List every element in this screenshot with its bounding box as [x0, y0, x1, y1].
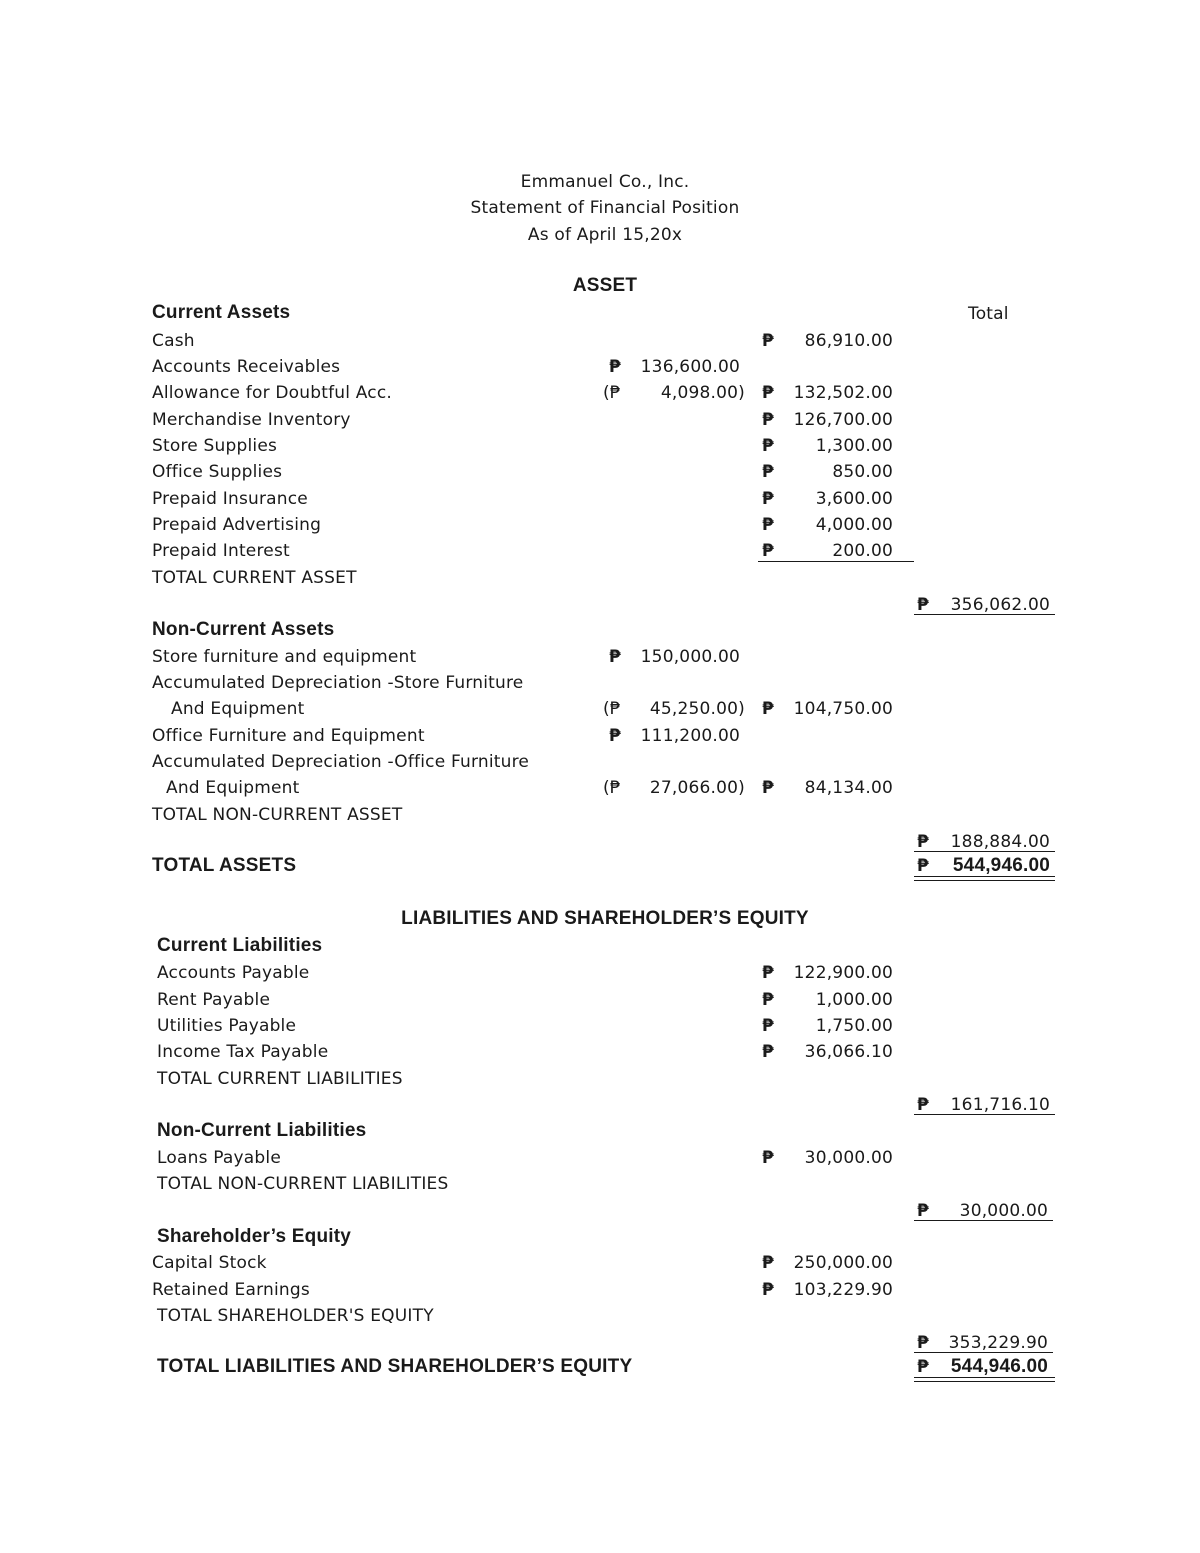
office-supplies-label: Office Supplies: [152, 462, 283, 482]
office-furniture-gross: 111,200.00: [640, 726, 740, 746]
total-equity-amount: 353,229.90: [948, 1333, 1048, 1353]
tax-label: Income Tax Payable: [157, 1042, 329, 1062]
rent-label: Rent Payable: [157, 990, 271, 1010]
underline: [914, 1220, 1053, 1221]
store-supplies-amount: 1,300.00: [815, 436, 893, 456]
current-assets-heading: Current Assets: [152, 302, 291, 323]
peso-sign: ₱: [762, 410, 775, 430]
prepaid-insurance-amount: 3,600.00: [815, 489, 893, 509]
utilities-label: Utilities Payable: [157, 1016, 297, 1036]
ar-gross: 136,600.00: [640, 357, 740, 377]
total-current-liabilities-label: TOTAL CURRENT LIABILITIES: [157, 1069, 403, 1089]
office-furniture-label: Office Furniture and Equipment: [152, 726, 425, 746]
underline: [914, 1114, 1055, 1115]
peso-sign: ₱: [762, 990, 775, 1010]
prepaid-interest-amount: 200.00: [832, 541, 893, 561]
retained-amount: 103,229.90: [793, 1280, 893, 1300]
peso-sign: ₱: [762, 1253, 775, 1273]
peso-sign: ₱: [917, 832, 930, 852]
total-current-asset-amount: 356,062.00: [950, 595, 1050, 615]
underline: [914, 614, 1055, 615]
cash-label: Cash: [152, 331, 195, 351]
total-noncurrent-asset-amount: 188,884.00: [950, 832, 1050, 852]
rent-amount: 1,000.00: [815, 990, 893, 1010]
equity-heading: Shareholder’s Equity: [157, 1226, 352, 1247]
acc-dep-store-open: (₱: [603, 699, 621, 719]
peso-sign: ₱: [609, 357, 622, 377]
allowance-label: Allowance for Doubtful Acc.: [152, 383, 392, 403]
peso-sign: ₱: [762, 436, 775, 456]
acc-dep-office-label-cont: And Equipment: [166, 778, 300, 798]
total-column-label: Total: [968, 304, 1009, 324]
inventory-amount: 126,700.00: [793, 410, 893, 430]
acc-dep-office-deduction: 27,066.00): [649, 778, 745, 798]
peso-sign: ₱: [917, 1201, 930, 1221]
loans-label: Loans Payable: [157, 1148, 281, 1168]
peso-sign: ₱: [917, 856, 930, 876]
prepaid-advertising-label: Prepaid Advertising: [152, 515, 322, 535]
peso-sign: ₱: [762, 383, 775, 403]
statement-date: As of April 15,20x: [527, 225, 683, 245]
peso-sign: ₱: [917, 595, 930, 615]
noncurrent-liabilities-heading: Non-Current Liabilities: [157, 1120, 367, 1141]
peso-sign: ₱: [917, 1333, 930, 1353]
peso-sign: ₱: [609, 726, 622, 746]
peso-sign: ₱: [762, 699, 775, 719]
total-liabilities-equity-label: TOTAL LIABILITIES AND SHAREHOLDER’S EQUITY: [157, 1356, 633, 1377]
total-assets-amount: 544,946.00: [952, 855, 1050, 876]
underline: [914, 851, 1055, 852]
peso-sign: ₱: [917, 1095, 930, 1115]
cash-amount: 86,910.00: [804, 331, 893, 351]
assets-title: ASSET: [572, 275, 638, 296]
current-liabilities-heading: Current Liabilities: [157, 935, 323, 956]
acc-dep-office-label: Accumulated Depreciation -Office Furniture: [152, 752, 530, 772]
prepaid-advertising-amount: 4,000.00: [815, 515, 893, 535]
acc-dep-store-amount: 104,750.00: [793, 699, 893, 719]
double-underline: [914, 876, 1055, 881]
store-furniture-gross: 150,000.00: [640, 647, 740, 667]
capital-label: Capital Stock: [152, 1253, 267, 1273]
peso-sign: ₱: [762, 515, 775, 535]
ap-amount: 122,900.00: [793, 963, 893, 983]
peso-sign: ₱: [762, 462, 775, 482]
peso-sign: ₱: [609, 647, 622, 667]
ar-label: Accounts Receivables: [152, 357, 341, 377]
total-current-asset-label: TOTAL CURRENT ASSET: [152, 568, 357, 588]
allowance-deduction: 4,098.00): [660, 383, 745, 403]
office-supplies-amount: 850.00: [832, 462, 893, 482]
tax-amount: 36,066.10: [804, 1042, 893, 1062]
store-supplies-label: Store Supplies: [152, 436, 278, 456]
ap-label: Accounts Payable: [157, 963, 310, 983]
allowance-open: (₱: [603, 383, 621, 403]
peso-sign: ₱: [762, 489, 775, 509]
acc-dep-store-label: Accumulated Depreciation -Store Furniture: [152, 673, 524, 693]
double-underline: [914, 1377, 1055, 1382]
peso-sign: ₱: [762, 331, 775, 351]
peso-sign: ₱: [762, 1016, 775, 1036]
capital-amount: 250,000.00: [793, 1253, 893, 1273]
acc-dep-store-deduction: 45,250.00): [649, 699, 745, 719]
underline: [758, 561, 914, 562]
peso-sign: ₱: [762, 963, 775, 983]
net-ar-amount: 132,502.00: [793, 383, 893, 403]
total-noncurrent-liabilities-label: TOTAL NON-CURRENT LIABILITIES: [157, 1174, 449, 1194]
liabilities-title: LIABILITIES AND SHAREHOLDER’S EQUITY: [401, 908, 809, 929]
peso-sign: ₱: [917, 1357, 930, 1377]
company-name: Emmanuel Co., Inc.: [520, 172, 690, 192]
store-furniture-label: Store furniture and equipment: [152, 647, 417, 667]
loans-amount: 30,000.00: [804, 1148, 893, 1168]
total-noncurrent-asset-label: TOTAL NON-CURRENT ASSET: [152, 805, 403, 825]
acc-dep-store-label-cont: And Equipment: [171, 699, 305, 719]
total-noncurrent-liabilities-amount: 30,000.00: [959, 1201, 1048, 1221]
peso-sign: ₱: [762, 1042, 775, 1062]
total-liabilities-equity-amount: 544,946.00: [950, 1356, 1048, 1377]
noncurrent-assets-heading: Non-Current Assets: [152, 619, 335, 640]
prepaid-interest-label: Prepaid Interest: [152, 541, 290, 561]
peso-sign: ₱: [762, 541, 775, 561]
statement-title: Statement of Financial Position: [470, 198, 740, 218]
peso-sign: ₱: [762, 1280, 775, 1300]
utilities-amount: 1,750.00: [815, 1016, 893, 1036]
underline: [914, 1352, 1053, 1353]
acc-dep-office-amount: 84,134.00: [804, 778, 893, 798]
total-equity-label: TOTAL SHAREHOLDER'S EQUITY: [157, 1306, 434, 1326]
acc-dep-office-open: (₱: [603, 778, 621, 798]
prepaid-insurance-label: Prepaid Insurance: [152, 489, 308, 509]
total-current-liabilities-amount: 161,716.10: [950, 1095, 1050, 1115]
retained-label: Retained Earnings: [152, 1280, 310, 1300]
peso-sign: ₱: [762, 1148, 775, 1168]
peso-sign: ₱: [762, 778, 775, 798]
total-assets-label: TOTAL ASSETS: [152, 855, 297, 876]
inventory-label: Merchandise Inventory: [152, 410, 351, 430]
